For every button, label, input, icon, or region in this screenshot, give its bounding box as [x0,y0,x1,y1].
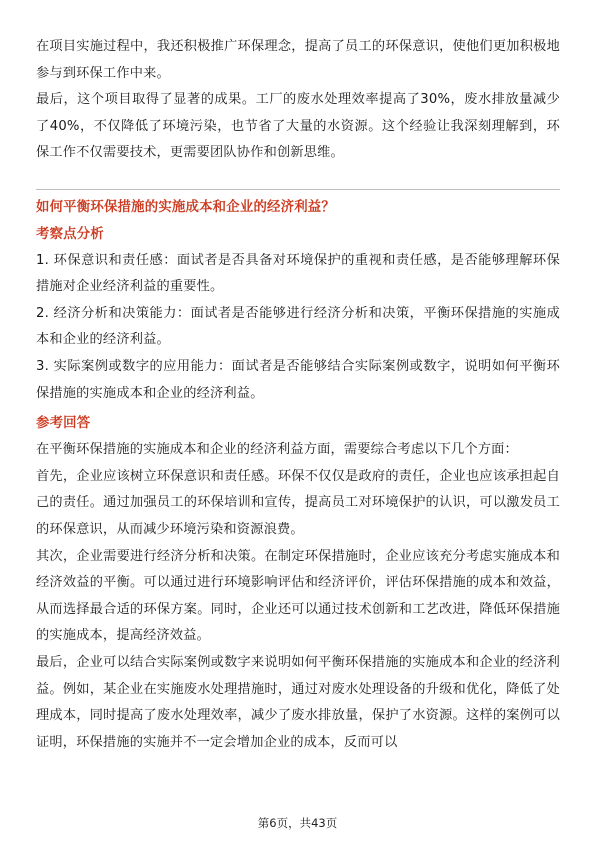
answer-paragraph: 首先，企业应该树立环保意识和责任感。环保不仅仅是政府的责任，企业也应该承担起自己的责任。通过加强员工的环保培训和宣传，提高员工对环境保护的认识，可以激发员工的环保意识，从而减少环境污染和资源浪费。 [36,468,560,537]
analysis-heading: 考察点分析 [36,226,104,242]
analysis-item: 3. 实际案例或数字的应用能力：面试者是否能够结合实际案例或数字，说明如何平衡环保措施的实施成本和企业的经济利益。 [36,358,560,401]
analysis-item: 1. 环保意识和责任感：面试者是否具备对环境保护的重视和责任感，是否能够理解环保措施对企业经济利益的重要性。 [36,252,560,295]
analysis-item: 2. 经济分析和决策能力：面试者是否能够进行经济分析和决策，平衡环保措施的实施成本和企业的经济利益。 [36,305,560,348]
section-divider [36,189,560,190]
previous-answer-continuation [36,34,560,167]
answer-paragraph: 最后，企业可以结合实际案例或数字来说明如何平衡环保措施的实施成本和企业的经济利益。例如，某企业在实施废水处理措施时，通过对废水处理设备的升级和优化，降低了处理成本，同时提高了废水处理效率，减少了废水排放量，保护了水资源。这样的案例可以证明，环保措施的实施并不一定会增加企业的成本，反而可以 [36,654,560,750]
question-section [36,195,560,756]
paragraph: 在项目实施过程中，我还积极推广环保理念，提高了员工的环保意识，使他们更加积极地参与到环保工作中来。 [36,39,560,81]
paragraph: 最后，这个项目取得了显著的成果。工厂的废水处理效率提高了30%，废水排放量减少了40%，不仅降低了环境污染，也节省了大量的水资源。这个经验让我深刻理解到，环保工作不仅需要技术，更需要团队协作和创新思维。 [36,92,560,161]
page-footer: 第6页，共43页 [257,816,338,830]
answer-paragraph: 其次，企业需要进行经济分析和决策。在制定环保措施时，企业应该充分考虑实施成本和经济效益的平衡。可以通过进行环境影响评估和经济评价，评估环保措施的成本和效益，从而选择最合适的环保方案。同时，企业还可以通过技术创新和工艺改进，降低环保措施的实施成本，提高经济效益。 [36,548,560,644]
answer-heading: 参考回答 [36,416,91,432]
question-title: 如何平衡环保措施的实施成本和企业的经济利益？ [36,200,335,215]
answer-paragraph: 在平衡环保措施的实施成本和企业的经济利益方面，需要综合考虑以下几个方面： [36,442,518,458]
